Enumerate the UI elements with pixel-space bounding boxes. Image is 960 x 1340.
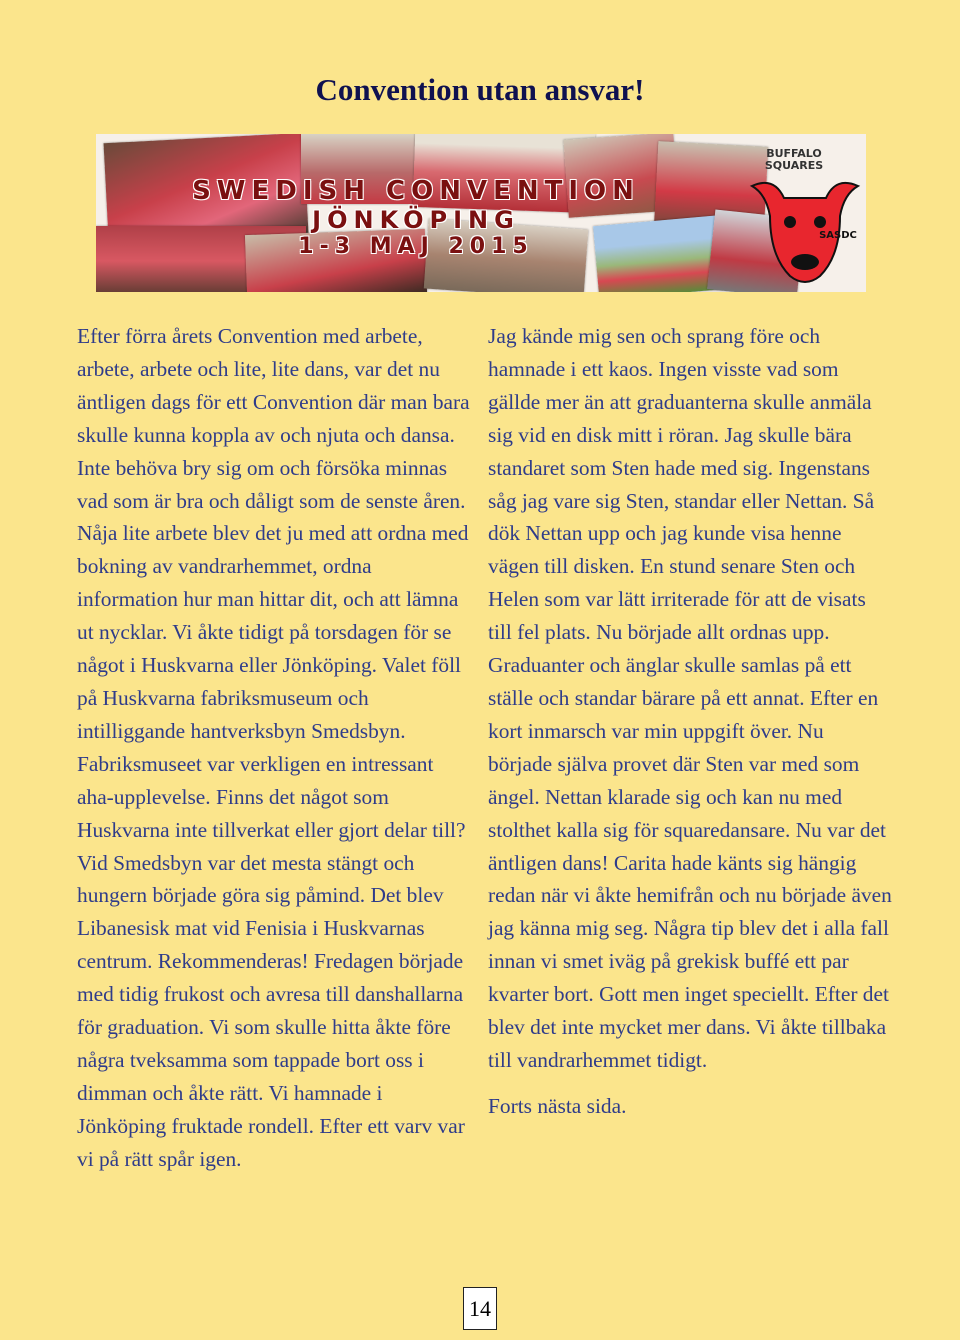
banner-dates: 1-3 MAJ 2015 [298,234,534,259]
club-badge: SASDC [819,230,857,241]
continued-note: Forts nästa sida. [488,1093,627,1118]
banner-headline: SWEDISH CONVENTION [192,176,640,206]
article-column-left [77,320,472,1176]
article-paragraph: Jag kände mig sen och sprang före och hamnade i ett kaos. Ingen visste vad som gällde mer än att graduanterna skulle anmäla sig vid en disk mitt i röran. Jag skulle bära standaret som Sten hade med sig. Ingenstans såg jag vare sig Sten, standar eller Nettan. Så dök Nettan upp och jag kunde visa henne vägen till disken. En stund senare Sten och Helen som var lätt irriterade för att de visats till fel plats. Nu började allt ordnas upp. Graduanter och änglar skulle samlas på ett ställe och standar bärare på ett annat. Efter en kort inmarsch var min uppgift över. Nu började själva provet där Sten var med som ängel. Nettan klarade sig och kan nu med stolthet kalla sig för squaredansare. Nu var det äntligen dans! Carita hade känts sig hängig redan när vi åkte hemifrån och nu började även jag känna mig seg. Några tip blev det i alla fall innan vi smet iväg på grekisk buffé ett par kvarter bort. Gott men inget speciellt. Efter det blev det inte mycket mer dans. Vi åkte tillbaka till vandrarhemmet tidigt. [488,324,892,1072]
article-column-right [488,320,893,1123]
page-number: 14 [463,1287,497,1330]
convention-banner [96,134,866,292]
banner-city: JÖNKÖPING [312,206,520,234]
page-title: Convention utan ansvar! [315,72,645,107]
article-paragraph: Efter förra årets Convention med arbete, arbete, arbete och lite, lite dans, var det nu äntligen dags för ett Convention där man bara skulle kunna koppla av och njuta och dansa. Inte behöva bry sig om och försöka minnas vad som är bra och dåligt som de senste åren. Nåja lite arbete blev det ju med att ordna med bokning av vandrarhemmet, ordna information hur man hittar dit, och att lämna ut nycklar. Vi åkte tidigt på torsdagen för se något i Huskvarna eller Jönköping. Valet föll på Huskvarna fabriksmuseum och intilliggande hantverksbyn Smedsbyn. Fabriksmuseet var verkligen en intressant aha-upplevelse. Finns det något som Huskvarna inte tillverkat eller gjort delar till? Vid Smedsbyn var det mesta stängt och hungern började göra sig påmind. Det blev Libanesisk mat vid Fenisia i Huskvarnas centrum. Rekommenderas! Fredagen började med tidig frukost och avresa till danshallarna för graduation. Vi som skulle hitta åkte före några tveksamma som tappade bort oss i dimman och åkte rätt. Vi hamnade i Jönköping fruktade rondell. Efter ett varv var vi på rätt spår igen. [77,324,470,1171]
club-name: BUFFALO SQUARES [764,147,824,172]
